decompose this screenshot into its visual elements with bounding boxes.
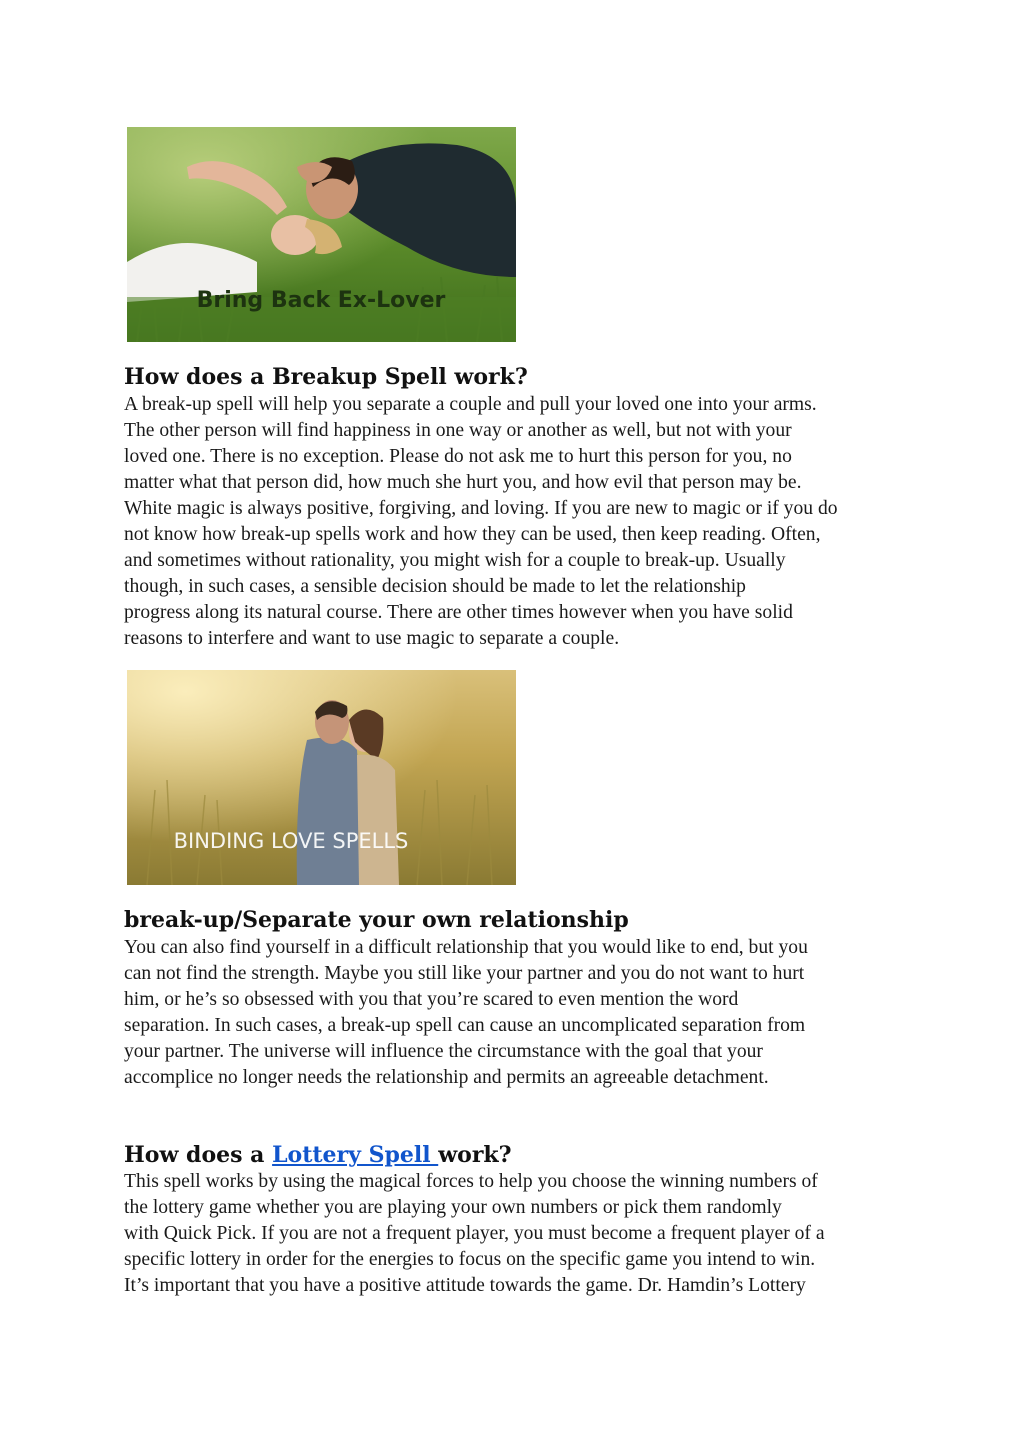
- paragraph-line: You can also find yourself in a difficult relationship that you would like to end, but you: [124, 937, 808, 958]
- paragraph-line: separation. In such cases, a break-up spell can cause an uncomplicated separation from: [124, 1015, 806, 1036]
- paragraph-line: specific lottery in order for the energies to focus on the specific game you intend to win.: [124, 1249, 816, 1270]
- paragraph-line: matter what that person did, how much she hurt you, and how evil that person may be.: [124, 472, 802, 493]
- paragraph-line: and sometimes without rationality, you might wish for a couple to break-up. Usually: [124, 550, 786, 571]
- binding-love-spells-image: [127, 670, 516, 885]
- binding-caption: BINDING LOVE SPELLS: [173, 829, 409, 853]
- paragraph-line: It’s important that you have a positive attitude towards the game. Dr. Hamdin’s Lottery: [124, 1275, 806, 1296]
- separate-relationship-paragraph: [124, 935, 904, 1091]
- paragraph-line: with Quick Pick. If you are not a frequent player, you must become a frequent player of a: [124, 1223, 825, 1244]
- paragraph-line: can not find the strength. Maybe you still like your partner and you do not want to hurt: [124, 963, 805, 984]
- paragraph-line: loved one. There is no exception. Please do not ask me to hurt this person for you, no: [124, 446, 792, 467]
- paragraph-line: reasons to interfere and want to use magic to separate a couple.: [124, 628, 620, 649]
- lottery-spell-paragraph: [124, 1169, 904, 1299]
- paragraph-line: A break-up spell will help you separate a couple and pull your loved one into your arms.: [124, 394, 817, 415]
- paragraph-line: him, or he’s so obsessed with you that you’re scared to even mention the word: [124, 989, 739, 1010]
- lottery-spell-heading: [124, 1141, 512, 1169]
- paragraph-line: This spell works by using the magical forces to help you choose the winning numbers of: [124, 1171, 818, 1192]
- ex-lover-image: [127, 127, 516, 342]
- paragraph-line: your partner. The universe will influence the circumstance with the goal that your: [124, 1041, 763, 1062]
- paragraph-line: though, in such cases, a sensible decision should be made to let the relationship: [124, 576, 746, 597]
- paragraph-line: the lottery game whether you are playing your own numbers or pick them randomly: [124, 1197, 782, 1218]
- paragraph-line: not know how break-up spells work and how they can be used, then keep reading. Often,: [124, 524, 821, 545]
- breakup-spell-heading: How does a Breakup Spell work?: [124, 364, 528, 390]
- paragraph-line: progress along its natural course. There are other times however when you have solid: [124, 602, 793, 623]
- paragraph-line: accomplice no longer needs the relationship and permits an agreeable detachment.: [124, 1067, 769, 1088]
- ex-lover-caption: Bring Back Ex-Lover: [196, 288, 446, 313]
- paragraph-line: White magic is always positive, forgiving, and loving. If you are new to magic or if you do: [124, 498, 838, 519]
- lottery-spell-link[interactable]: Lottery Spell: [272, 1142, 439, 1168]
- separate-relationship-heading: break-up/Separate your own relationship: [124, 907, 629, 933]
- breakup-spell-paragraph: [124, 392, 904, 652]
- lottery-heading-prefix: How does a: [124, 1142, 273, 1168]
- lottery-heading-suffix: work?: [438, 1142, 512, 1168]
- paragraph-line: The other person will find happiness in one way or another as well, but not with your: [124, 420, 792, 441]
